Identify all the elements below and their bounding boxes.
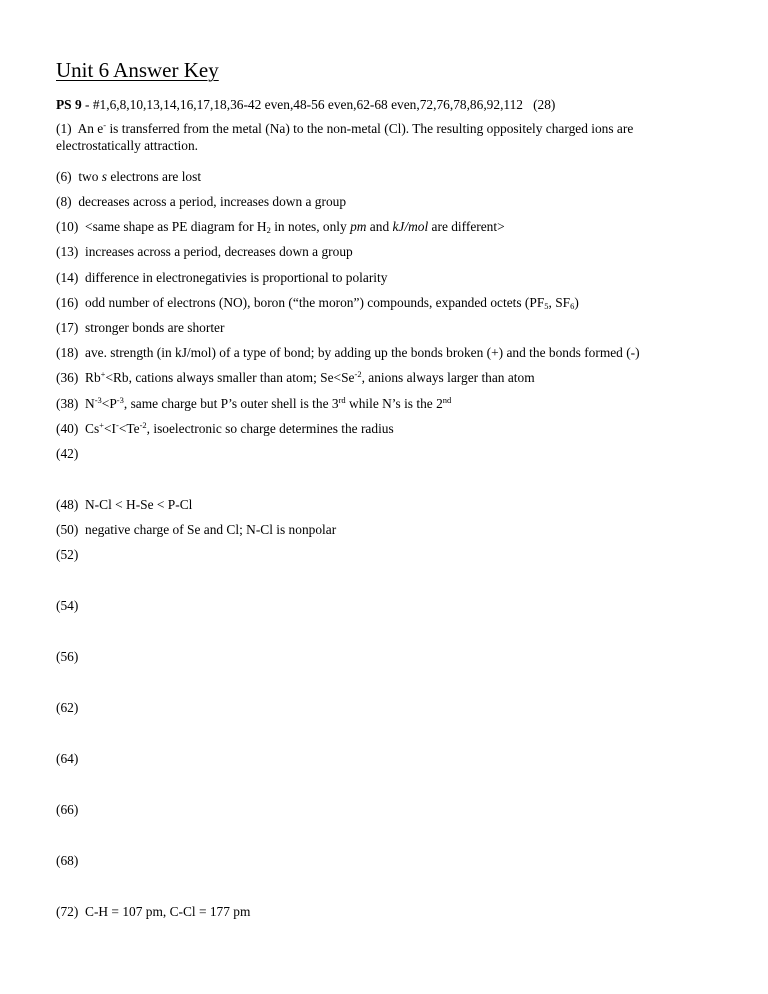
answer-text: electrons are lost	[106, 169, 202, 184]
answer-text: increases across a period, decreases down a group	[85, 244, 353, 259]
answer-18	[56, 344, 640, 361]
answer-48	[56, 496, 192, 513]
answer-10	[56, 218, 505, 235]
answer-text: N-Cl < H-Se < P-Cl	[85, 497, 193, 512]
answer-68	[56, 852, 78, 869]
answer-text: and	[366, 219, 393, 234]
problem-set-count: (28)	[533, 97, 556, 112]
answer-text: odd number of electrons (NO), boron (“the moron”) compounds, expanded octets (PF	[85, 295, 545, 310]
answer-number: (16)	[56, 295, 79, 310]
answer-number: (62)	[56, 700, 79, 715]
answer-text: two	[78, 169, 102, 184]
answer-number: (1)	[56, 121, 72, 136]
superscript: +	[99, 420, 104, 430]
answer-number: (50)	[56, 522, 79, 537]
answer-text: , anions always larger than atom	[361, 370, 535, 385]
answer-text: <Te	[118, 421, 140, 436]
answer-number: (42)	[56, 446, 79, 461]
answer-42	[56, 445, 78, 462]
subscript: 6	[570, 301, 575, 311]
answer-number: (10)	[56, 219, 79, 234]
superscript: -	[115, 420, 119, 430]
answer-text: Cs	[85, 421, 100, 436]
answer-number: (54)	[56, 598, 79, 613]
problem-set-list: #1,6,8,10,13,14,16,17,18,36-42 even,48-56 even,62-68 even,72,76,78,86,92,112	[92, 97, 524, 112]
superscript: +	[100, 369, 106, 379]
subscript: 2	[266, 225, 271, 235]
answer-72	[56, 903, 250, 920]
answer-text: An e	[77, 121, 104, 136]
superscript: rd	[338, 395, 346, 405]
answer-number: (40)	[56, 421, 79, 436]
answer-text: C-H = 107 pm, C-Cl = 177 pm	[85, 904, 251, 919]
answer-62	[56, 699, 78, 716]
answer-number: (66)	[56, 802, 79, 817]
answer-number: (36)	[56, 370, 79, 385]
superscript: -2	[354, 369, 362, 379]
answer-number: (14)	[56, 270, 79, 285]
answer-text: , SF	[548, 295, 571, 310]
answer-number: (6)	[56, 169, 72, 184]
subscript: 5	[544, 301, 549, 311]
answer-56	[56, 648, 78, 665]
superscript: nd	[442, 395, 452, 405]
answer-text: <same shape as PE diagram for H	[85, 219, 267, 234]
problem-set-header	[56, 97, 555, 113]
answer-number: (64)	[56, 751, 79, 766]
answer-text: Rb	[85, 370, 101, 385]
superscript: -3	[116, 395, 124, 405]
problem-set-separator: -	[81, 97, 93, 112]
superscript: -3	[94, 395, 102, 405]
answer-number: (38)	[56, 396, 79, 411]
answer-text: ave. strength (in kJ/mol) of a type of bond; by adding up the bonds broken (+) and the bonds formed (-)	[85, 345, 640, 360]
answer-66	[56, 801, 78, 818]
answer-54	[56, 597, 78, 614]
answer-40	[56, 420, 394, 437]
answer-number: (17)	[56, 320, 79, 335]
answer-number: (56)	[56, 649, 79, 664]
answer-number: (8)	[56, 194, 72, 209]
answer-number: (72)	[56, 904, 79, 919]
answer-50	[56, 521, 336, 538]
superscript: -2	[139, 420, 147, 430]
answer-number: (68)	[56, 853, 79, 868]
answer-text: <I	[103, 421, 116, 436]
answer-text: N	[85, 396, 95, 411]
answer-1	[56, 120, 716, 154]
answer-text: , same charge but P’s outer shell is the 3	[123, 396, 339, 411]
italic-text: pm	[350, 219, 367, 234]
superscript: -	[103, 120, 107, 130]
answer-text: negative charge of Se and Cl; N-Cl is nonpolar	[85, 522, 337, 537]
answer-text: is transferred from the metal (Na) to the non-metal (Cl). The resulting oppositely charged ions are electrostatically attraction.	[56, 121, 634, 153]
answer-36	[56, 369, 535, 386]
answer-text: stronger bonds are shorter	[85, 320, 225, 335]
answer-6	[56, 168, 201, 185]
answer-number: (52)	[56, 547, 79, 562]
answer-14	[56, 269, 387, 286]
answer-text: , isoelectronic so charge determines the radius	[146, 421, 394, 436]
italic-text: s	[101, 169, 107, 184]
page-title: Unit 6 Answer Key	[56, 58, 219, 82]
answer-text: <P	[101, 396, 117, 411]
italic-text: kJ/mol	[392, 219, 429, 234]
answer-52	[56, 546, 78, 563]
answer-text: )	[574, 295, 579, 310]
answer-16	[56, 294, 579, 311]
answer-8	[56, 193, 346, 210]
answer-number: (48)	[56, 497, 79, 512]
answer-64	[56, 750, 78, 767]
answer-number: (13)	[56, 244, 79, 259]
answer-number: (18)	[56, 345, 79, 360]
answer-text: <Rb, cations always smaller than atom; Se<Se	[105, 370, 355, 385]
answer-text: decreases across a period, increases down a group	[78, 194, 347, 209]
answer-text: while N’s is the 2	[345, 396, 443, 411]
answer-text: in notes, only	[270, 219, 351, 234]
answer-text: difference in electronegativies is proportional to polarity	[85, 270, 388, 285]
problem-set-label: PS 9	[56, 97, 82, 112]
answer-38	[56, 395, 451, 412]
answer-text: are different>	[428, 219, 505, 234]
answer-13	[56, 243, 353, 260]
answer-17	[56, 319, 224, 336]
